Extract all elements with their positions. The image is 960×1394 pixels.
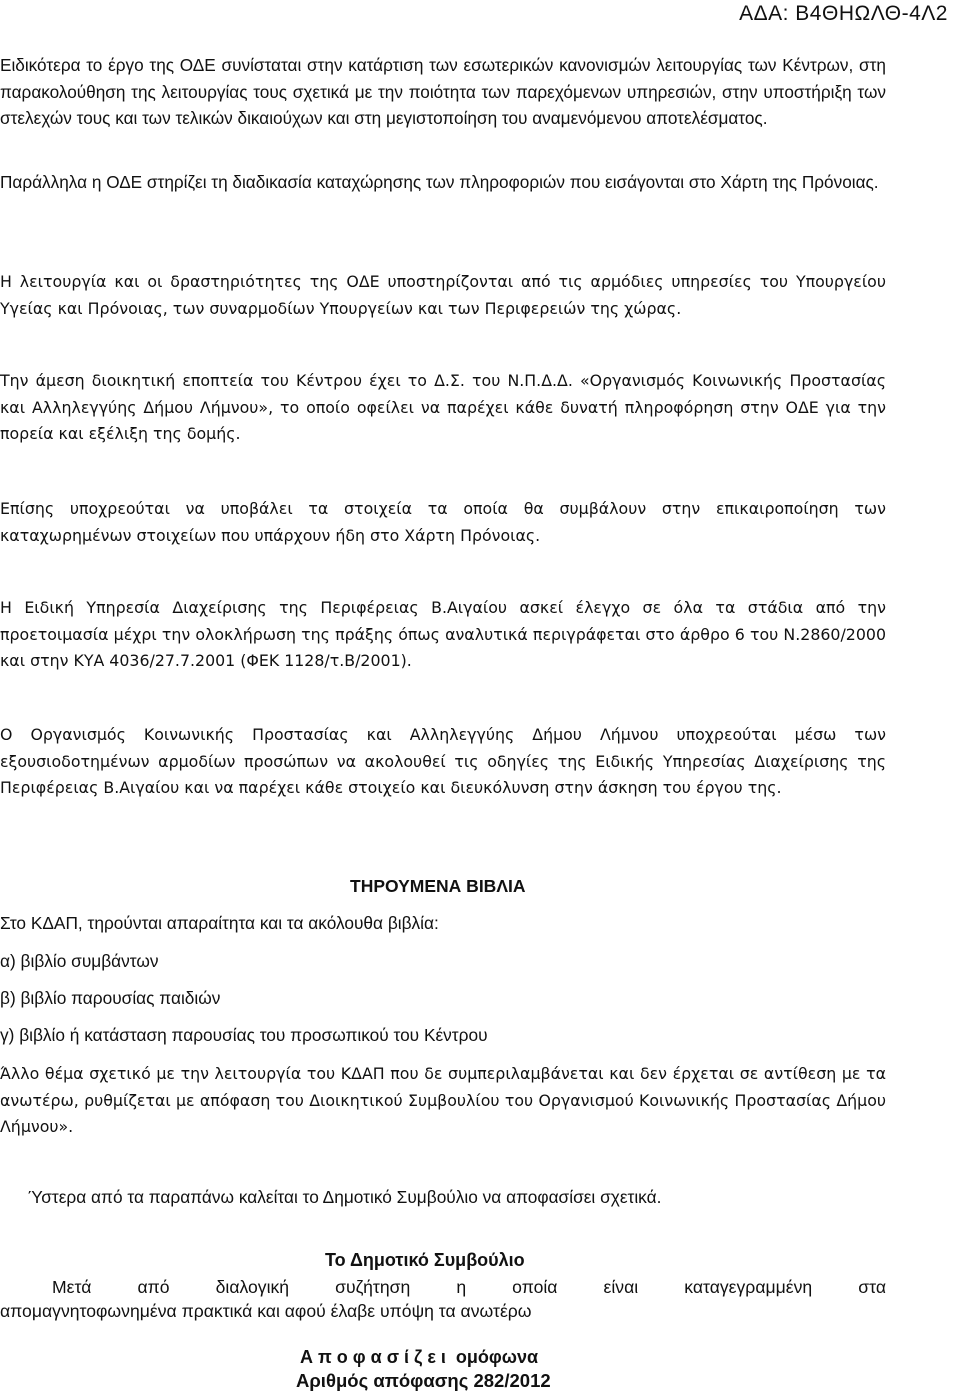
discussion-line-2: απομαγνητοφωνημένα πρακτικά και αφού έλαβε υπόψη τα ανωτέρω [0, 1301, 532, 1321]
books-item-staff-attendance: γ) βιβλίο ή κατάσταση παρουσίας του προσωπικού του Κέντρου [0, 1025, 488, 1045]
paragraph-supervision: Την άμεση διοικητική εποπτεία του Κέντρου έχει το Δ.Σ. του Ν.Π.Δ.Δ. «Οργανισμός Κοινωνικής Προστασίας και Αλληλεγγύης Δήμου Λήμνου», το οποίο οφείλει να παρέχει κάθε δυνατή πληροφόρηση στην ΟΔΕ για την πορεία και εξέλιξη της δομής. [0, 371, 886, 443]
decision-call: Ύστερα από τα παραπάνω καλείται το Δημοτικό Συμβούλιο να αποφασίσει σχετικά. [28, 1187, 662, 1207]
books-item-incidents: α) βιβλίο συμβάντων [0, 951, 159, 971]
decides-unanimously: Α π ο φ α σ ί ζ ε ι ομόφωνα [300, 1347, 539, 1367]
paragraph-obligation: Επίσης υποχρεούται να υποβάλει τα στοιχεία τα οποία θα συμβάλουν στην επικαιροποίηση των καταχωρημένων στοιχείων που υπάρχουν ήδη στο Χάρτη Πρόνοιας. [0, 499, 886, 545]
decision-number: Αριθμός απόφασης 282/2012 [296, 1370, 551, 1391]
paragraph-ode-work: Ειδικότερα το έργο της ΟΔΕ συνίσταται στην κατάρτιση των εσωτερικών κανονισμών λειτουργίας των Κέντρων, στη παρακολούθηση της λειτουργίας τους σχετικά με την ποιότητα των παρεχόμενων υπηρεσιών, στην υποστήριξη των στελεχών τους και των τελικών δικαιούχων και στη μεγιστοποίηση του αναμενόμενου αποτελέσματος. [0, 55, 886, 128]
books-intro: Στο ΚΔΑΠ, τηρούνται απαραίτητα και τα ακόλουθα βιβλία: [0, 913, 439, 933]
council-heading: Το Δημοτικό Συμβούλιο [325, 1250, 525, 1270]
paragraph-organisation-obligations: Ο Οργανισμός Κοινωνικής Προστασίας και Αλληλεγγύης Δήμου Λήμνου υποχρεούται μέσω των εξουσιοδοτημένων αρμοδίων προσώπων να ακολουθεί τις οδηγίες της Ειδικής Υπηρεσίας Διαχείρισης της Περιφέρειας Β.Αιγαίου και να παρέχει κάθε στοιχείο και διευκόλυνση στην άσκηση του έργου της. [0, 725, 886, 797]
paragraph-ode-activities: Η λειτουργία και οι δραστηριότητες της ΟΔΕ υποστηρίζονται από τις αρμόδιες υπηρεσίες του Υπουργείου Υγείας και Πρόνοιας, των συναρμοδίων Υπουργείων και των Περιφερειών της χώρας. [0, 272, 886, 318]
books-item-children-attendance: β) βιβλίο παρουσίας παιδιών [0, 988, 221, 1008]
paragraph-ode-support: Παράλληλα η ΟΔΕ στηρίζει τη διαδικασία καταχώρησης των πληροφοριών που εισάγονται στο Χάρτη της Πρόνοιας. [0, 172, 879, 192]
ada-code: ΑΔΑ: Β4ΘΗΩΛΘ-4Λ2 [739, 2, 948, 25]
paragraph-special-service: Η Ειδική Υπηρεσία Διαχείρισης της Περιφέρειας Β.Αιγαίου ασκεί έλεγχο σε όλα τα στάδια από την προετοιμασία μέχρι την ολοκλήρωση της πράξης όπως αναλυτικά περιγράφεται στο άρθρο 6 του Ν.2860/2000 και στην ΚΥΑ 4036/27.7.2001 (ΦΕΚ 1128/τ.Β/2001). [0, 598, 886, 670]
paragraph-other-matters: Άλλο θέμα σχετικό με την λειτουργία του ΚΔΑΠ που δε συμπεριλαμβάνεται και δεν έρχεται σε αντίθεση με τα ανωτέρω, ρυθμίζεται με απόφαση του Διοικητικού Συμβουλίου του Οργανισμού Κοινωνικής Προστασίας Δήμου Λήμνου». [0, 1064, 886, 1136]
books-heading: ΤΗΡΟΥΜΕΝΑ ΒΙΒΛΙΑ [350, 876, 526, 896]
discussion-line-1: Μετά από διαλογική συζήτηση η οποία είναι καταγεγραμμένη στα [52, 1277, 886, 1297]
